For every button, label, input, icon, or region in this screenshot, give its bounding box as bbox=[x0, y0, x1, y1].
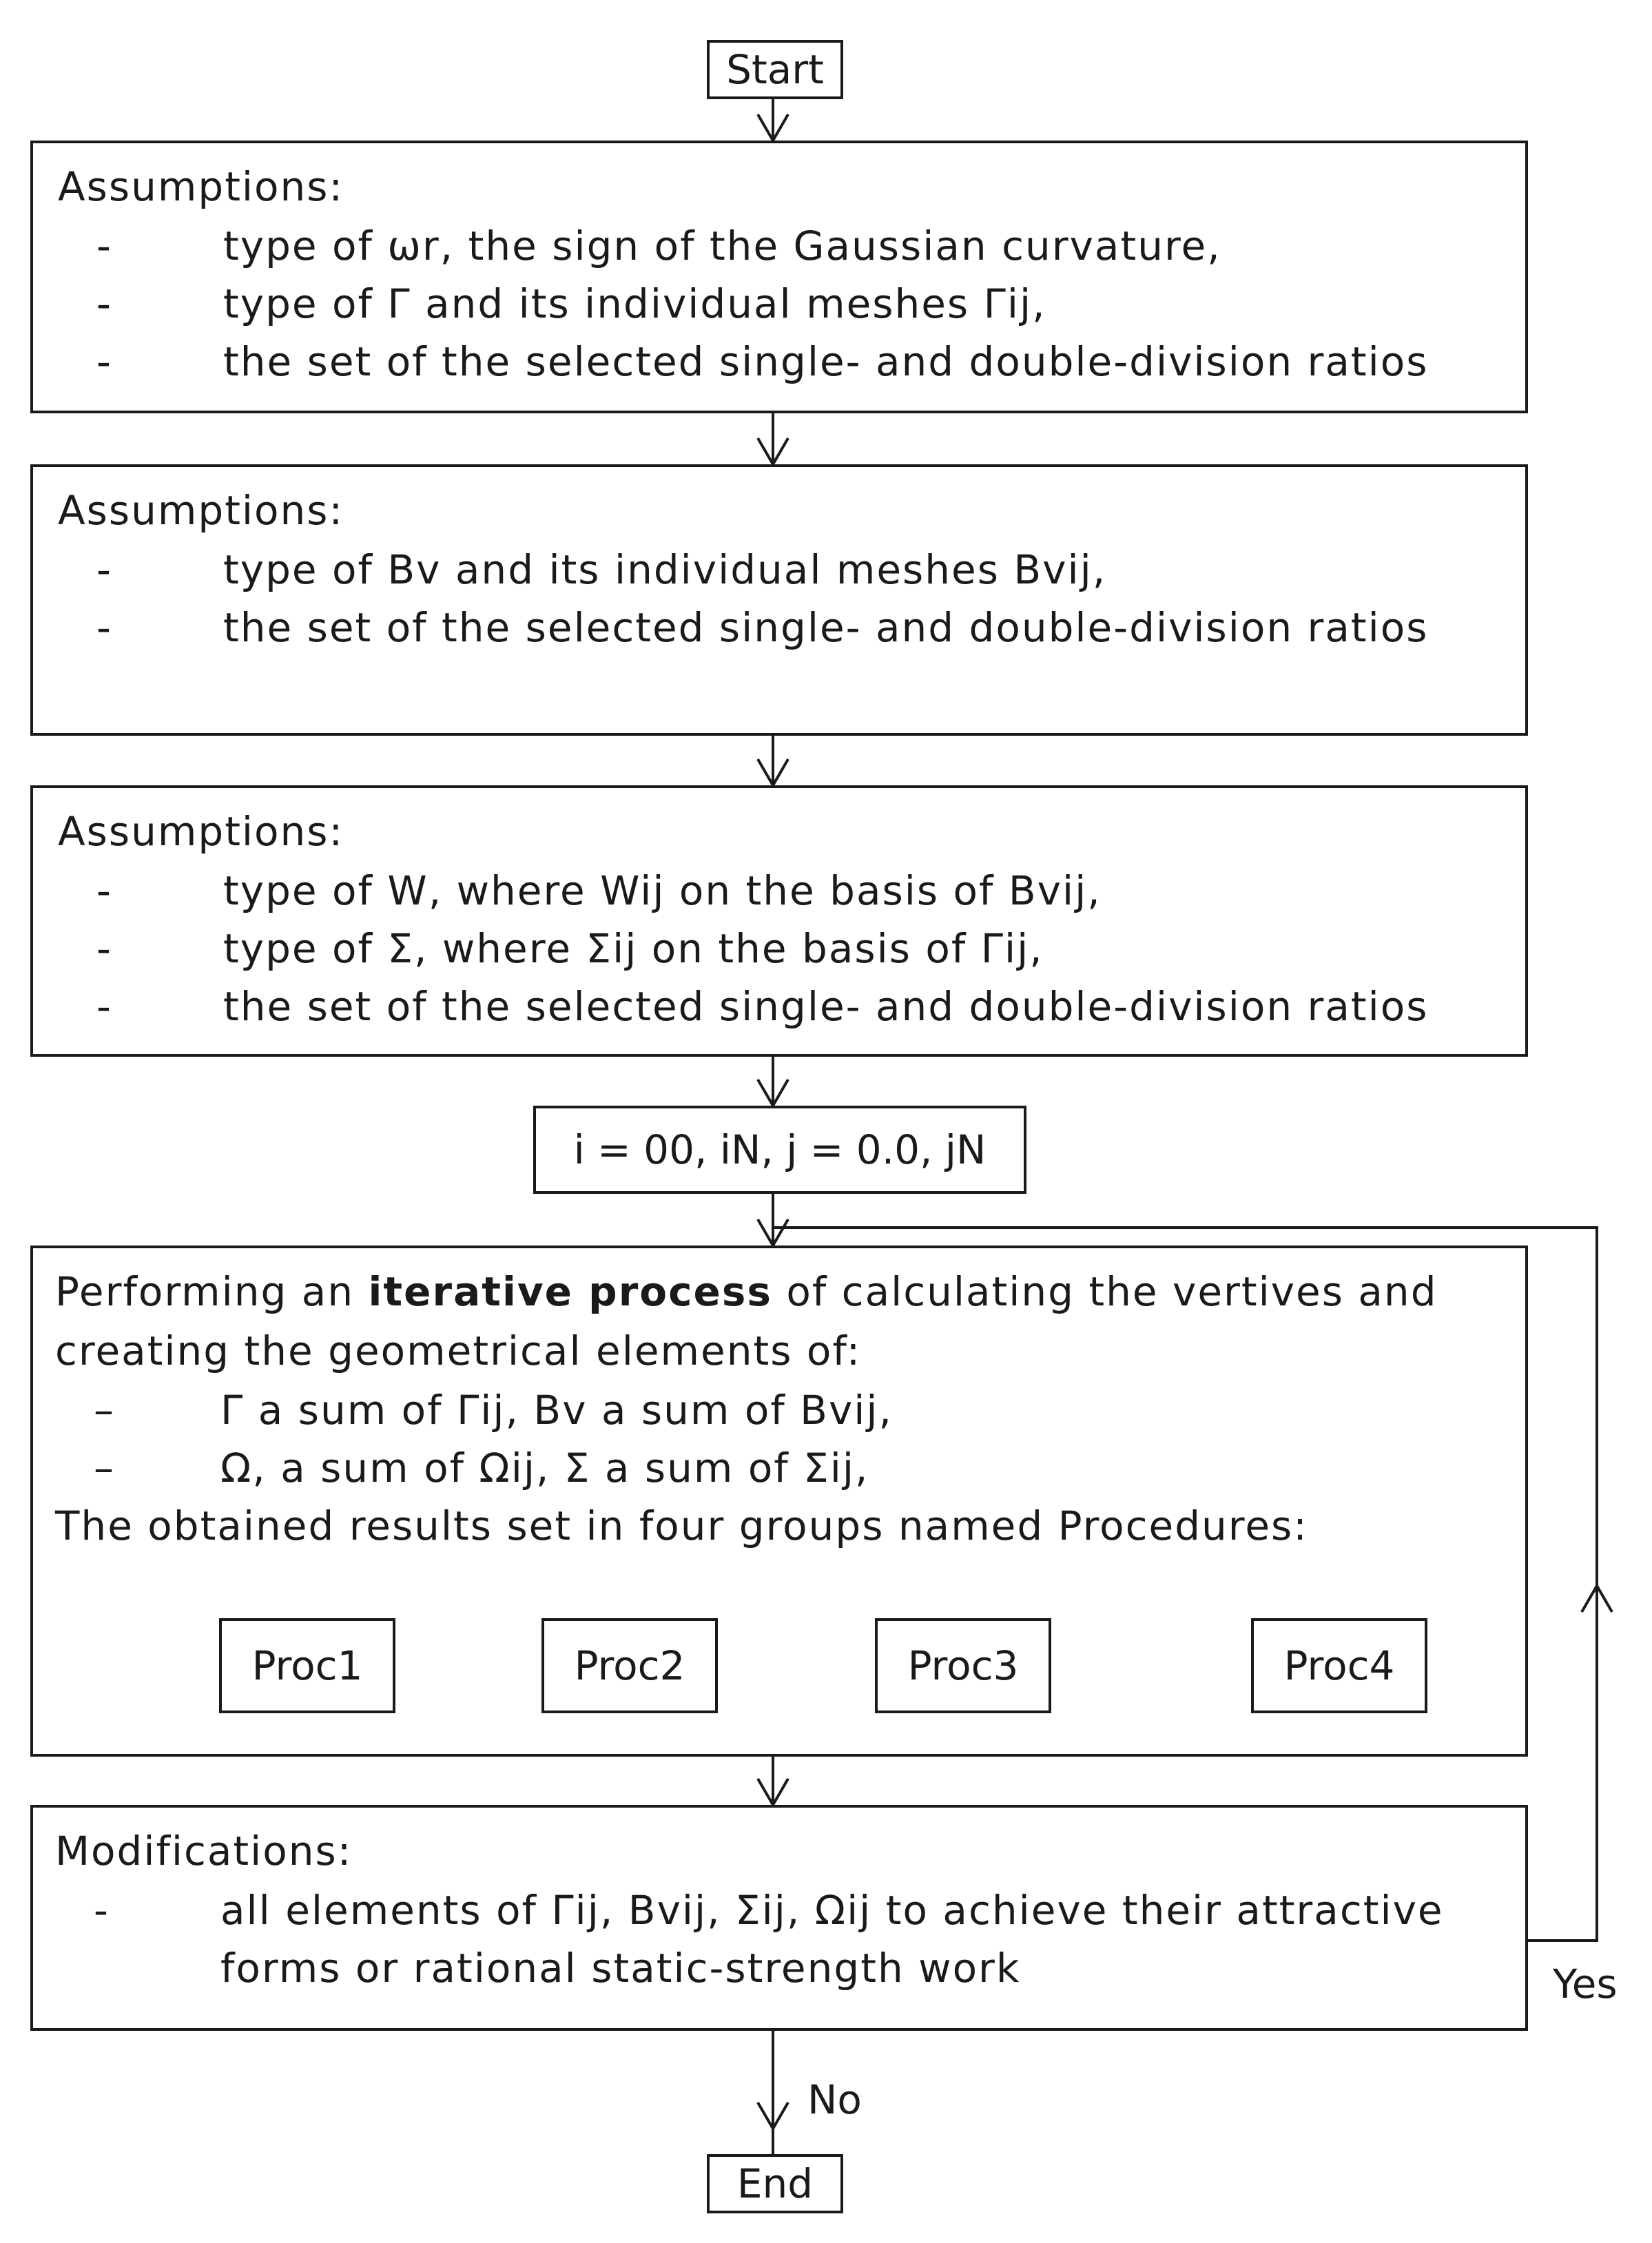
end-node bbox=[707, 2154, 843, 2213]
modifications-item-continued: forms or rational static-strength work bbox=[220, 1945, 1021, 1992]
yes-label: Yes bbox=[1553, 1961, 1618, 2007]
box2-item: - the set of the selected single- and double-division ratios bbox=[96, 604, 1429, 651]
modifications-title: Modifications: bbox=[55, 1828, 353, 1874]
loop-init-node bbox=[533, 1106, 1026, 1194]
procedure-box-1: Proc1 bbox=[219, 1618, 395, 1713]
process-results-line: The obtained results set in four groups named Procedures: bbox=[55, 1502, 1308, 1549]
box1-item: - the set of the selected single- and double-division ratios bbox=[96, 338, 1429, 385]
box2-item: - type of Bv and its individual meshes Bvij, bbox=[96, 546, 1107, 593]
process-line-2: creating the geometrical elements of: bbox=[55, 1327, 862, 1374]
box3-item: - the set of the selected single- and double-division ratios bbox=[96, 983, 1429, 1030]
box3-item: - type of Σ, where Σij on the basis of Γij, bbox=[96, 925, 1044, 972]
box1-item: - type of Γ and its individual meshes Γij, bbox=[96, 280, 1046, 327]
procedure-box-3: Proc3 bbox=[875, 1618, 1051, 1713]
assumptions-box-3 bbox=[30, 785, 1528, 1057]
loop-init-label: i = 00, iN, j = 0.0, jN bbox=[573, 1126, 987, 1173]
start-node bbox=[707, 40, 843, 99]
process-bold-text: iterative process bbox=[368, 1268, 772, 1315]
modifications-item: - all elements of Γij, Bvij, Σij, Ωij to achieve their attractive bbox=[94, 1887, 1444, 1934]
box1-title: Assumptions: bbox=[58, 163, 344, 210]
procedure-box-4: Proc4 bbox=[1251, 1618, 1427, 1713]
box2-title: Assumptions: bbox=[58, 487, 344, 534]
end-label: End bbox=[736, 2160, 814, 2207]
assumptions-box-2 bbox=[30, 464, 1528, 736]
procedure-box-2: Proc2 bbox=[541, 1618, 718, 1713]
modifications-box bbox=[30, 1805, 1528, 2031]
process-item: – Γ a sum of Γij, Bv a sum of Bvij, bbox=[94, 1387, 893, 1434]
assumptions-box-1 bbox=[30, 141, 1528, 413]
process-item: – Ω, a sum of Ωij, Σ a sum of Σij, bbox=[94, 1445, 869, 1491]
start-label: Start bbox=[726, 46, 824, 93]
process-line-1: Performing an iterative process of calculating the vertives and bbox=[55, 1268, 1438, 1315]
box3-item: - type of W, where Wij on the basis of Bvij, bbox=[96, 867, 1102, 914]
box3-title: Assumptions: bbox=[58, 808, 344, 855]
no-label: No bbox=[807, 2076, 862, 2123]
box1-item: - type of ωr, the sign of the Gaussian curvature, bbox=[96, 223, 1221, 269]
